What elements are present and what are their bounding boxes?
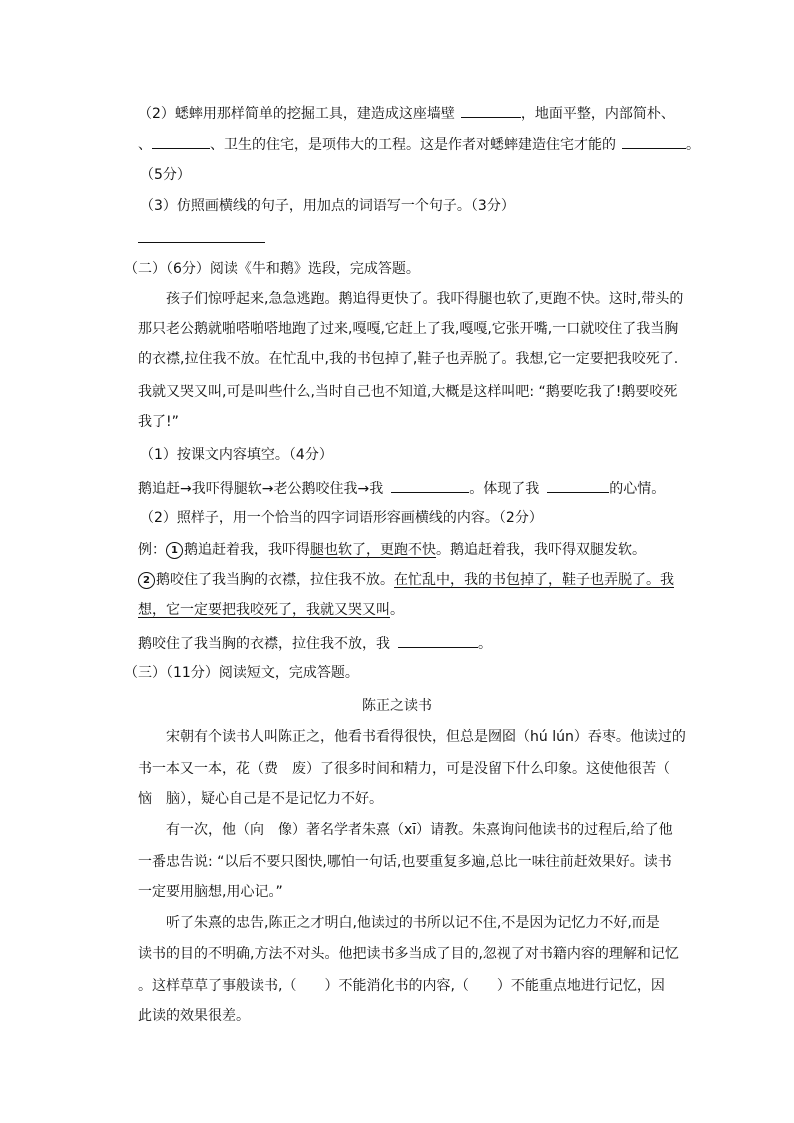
answer-blank[interactable]: [461, 103, 521, 118]
section2-heading: （二）（6分）阅读《牛和鹅》选段，完成答题。: [124, 261, 420, 277]
section3-para-line: 恼 脑），疑心自己是不是记忆力不好。: [138, 791, 383, 807]
answer-prompt: 。: [478, 636, 492, 652]
example2-line: [138, 570, 674, 590]
section2-q1: （1）按课文内容填空。（4分）: [140, 447, 333, 463]
answer-blank[interactable]: [547, 478, 609, 493]
circled-number-icon: 1: [166, 542, 183, 559]
answer-blank[interactable]: [622, 134, 686, 149]
section3-para-line: 听了朱熹的忠告,陈正之才明白,他读过的书所以记不住,不是因为记忆力不好,而是: [166, 915, 660, 931]
section3-para-line: 有一次，他（向 像）著名学者朱熹（xī）请教。朱熹询问他读书的过程后,给了他: [166, 822, 673, 838]
answer-line[interactable]: [138, 242, 265, 243]
section3-para-line: 一番忠告说: “以后不要只图快,哪怕一句话,也要重复多遍,总比一味往前赶效果好。读书: [138, 854, 672, 870]
answer-blank[interactable]: [391, 478, 469, 493]
section3-para-line: 一定要用脑想,用心记。”: [138, 884, 283, 900]
answer-blank[interactable]: [152, 134, 210, 149]
example-text: 。鹅追赶着我，我吓得双腿发软。: [436, 542, 646, 558]
q1-text: 、卫生的住宅，是项伟大的工程。这是作者对蟋蟀建造住宅才能的: [210, 137, 616, 153]
section2-para-line: 那只老公鹅就啪嗒啪嗒地跑了过来,嘎嘎,它赶上了我,嘎嘎,它张开嘴,一口就咬住了我当胸: [138, 321, 679, 337]
q1-text: 。: [686, 137, 700, 153]
section2-para-line: 的衣襟,拉住我不放。在忙乱中,我的书包掉了,鞋子也弄脱了。我想,它一定要把我咬死了.: [138, 351, 679, 367]
underlined-text: 腿也软了，更跑不快: [310, 542, 436, 558]
section3-para-line: 宋朝有个读书人叫陈正之，他看书看得很快，但总是囫囵（hú lún）吞枣。他读过的: [166, 729, 686, 745]
section3-heading: （三）（11分）阅读短文，完成答题。: [124, 665, 359, 681]
q1-line2: [138, 134, 700, 155]
example2-line-cont: [138, 600, 404, 620]
q1-line1: [138, 103, 675, 124]
chain-text: 的心情。: [609, 481, 666, 497]
q1-text: ，地面平整，内部简朴、: [520, 106, 675, 122]
answer-blank[interactable]: [398, 633, 478, 648]
section3-para-line: 。这样草草了事般读书,（ ）不能消化书的内容,（ ）不能重点地进行记忆，因: [138, 978, 665, 994]
chain-text: 。体现了我: [469, 481, 540, 497]
section2-para-line: 我就又哭又叫,可是叫些什么,当时自己也不知道,大概是这样叫吧: “鹅要吃我了!鹅要咬死: [138, 384, 678, 400]
example-text: 鹅追赶着我，我吓得: [184, 542, 310, 558]
section2-para-line: 孩子们惊呼起来,急急逃跑。鹅追得更快了。我吓得腿也软了,更跑不快。这时,带头的: [166, 291, 684, 307]
section3-para-line: 此读的效果很差。: [138, 1008, 250, 1024]
example-text: 鹅咬住了我当胸的衣襟，拉住我不放。: [156, 572, 394, 588]
example-label: 例：: [138, 542, 166, 558]
example-text: 。: [390, 602, 404, 618]
answer-line-q2: [138, 633, 492, 654]
section2-para-line: 我了!”: [138, 414, 179, 430]
circled-number-icon: 2: [138, 572, 155, 589]
chain-text: 鹅追赶→我吓得腿软→老公鹅咬住我→我: [138, 481, 384, 497]
section3-para-line: 读书的目的不明确,方法不对头。他把读书多当成了目的,忽视了对书籍内容的理解和记忆: [138, 946, 679, 962]
passage-title: 陈正之读书: [362, 698, 432, 714]
q1-score: （5分）: [140, 167, 191, 183]
q1-text: 、: [138, 137, 152, 153]
answer-prompt: 鹅咬住了我当胸的衣襟，拉住我不放，我: [138, 636, 390, 652]
section3-para-line: 书一本又一本，花（费 废）了很多时间和精力，可是没留下什么印象。这使他很苦（: [138, 761, 670, 777]
example-line: [138, 540, 646, 560]
underlined-text: 想，它一定要把我咬死了，我就又哭又叫: [138, 602, 390, 618]
q1-text: （2）蟋蟀用那样简单的挖掘工具，建造成这座墙壁: [138, 106, 455, 122]
underlined-text: 在忙乱中，我的书包掉了，鞋子也弄脱了。我: [394, 572, 674, 588]
q1-question-3: （3）仿照画横线的句子，用加点的词语写一个句子。（3分）: [140, 198, 515, 214]
section2-q2: （2）照样子，用一个恰当的四字词语形容画横线的内容。（2分）: [140, 510, 543, 526]
section2-chain: [138, 478, 665, 499]
